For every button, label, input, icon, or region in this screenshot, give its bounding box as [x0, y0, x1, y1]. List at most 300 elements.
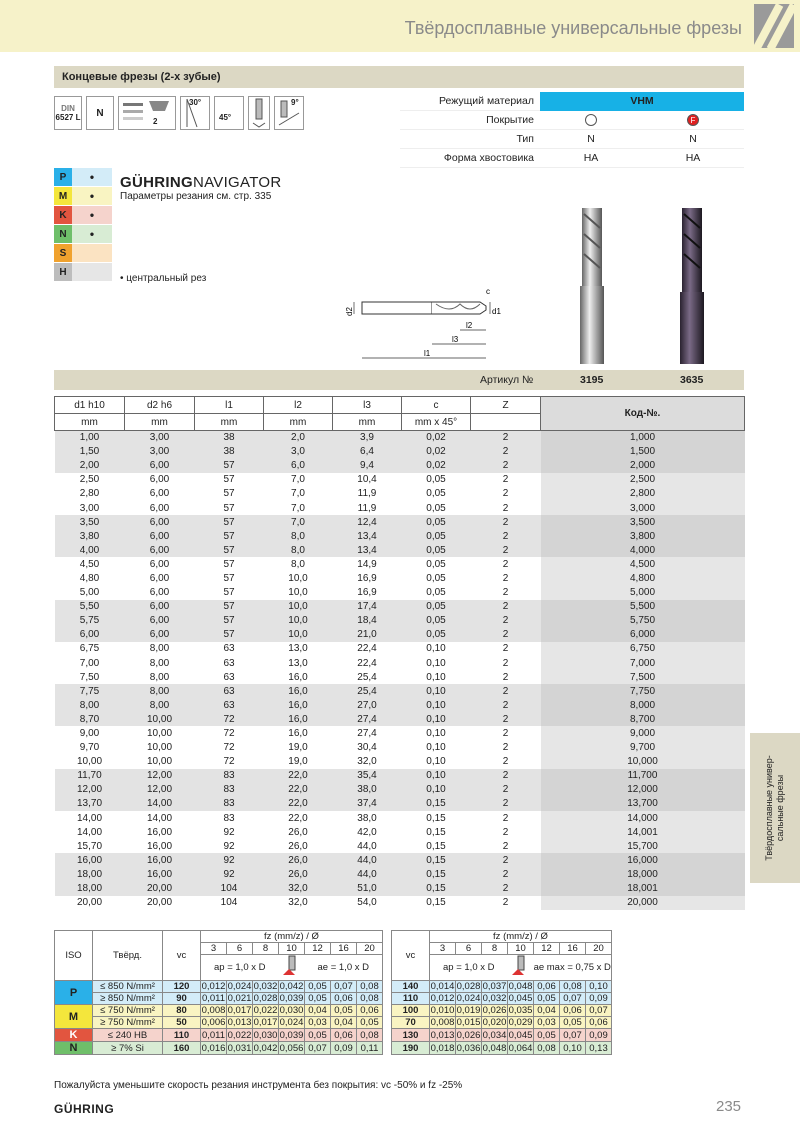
fz-cell: 0,042 [279, 981, 304, 992]
cutting-row [55, 981, 612, 993]
kod-cell: 8,000 [541, 698, 745, 712]
tool-drawing [340, 284, 500, 364]
fz-cell: 0,10 [560, 1042, 586, 1055]
table-cell: 6,00 [55, 628, 125, 642]
table-cell: 6,00 [125, 586, 195, 600]
vc-header: vc [163, 931, 201, 981]
table-cell: 10,0 [264, 586, 333, 600]
table-cell: 19,0 [264, 755, 333, 769]
table-cell: 5,00 [55, 586, 125, 600]
kod-header: Код-№. [541, 397, 745, 431]
table-row [55, 614, 745, 628]
table-cell: 92 [195, 825, 264, 839]
table-cell: 0,10 [402, 698, 471, 712]
table-cell: 4,00 [55, 543, 125, 557]
table-cell: 32,0 [333, 755, 402, 769]
material-dot: • [89, 189, 95, 203]
diameter-header: 8 [482, 943, 508, 955]
table-cell: 2 [471, 543, 541, 557]
table-cell: 10,00 [125, 726, 195, 740]
fz-header: fz (mm/z) / Ø [201, 931, 383, 943]
table-cell: 72 [195, 726, 264, 740]
table-cell: 2,80 [55, 487, 125, 501]
table-row [55, 811, 745, 825]
table-cell: 2 [471, 726, 541, 740]
table-cell: 2 [471, 783, 541, 797]
vc-cell: 110 [392, 993, 430, 1005]
table-cell: 2 [471, 769, 541, 783]
fz-cell: 0,032 [253, 981, 278, 992]
unit-header: mm [125, 414, 195, 431]
material-dot: • [89, 227, 95, 241]
table-cell: 63 [195, 684, 264, 698]
table-cell: 2 [471, 867, 541, 881]
table-cell: 2 [471, 712, 541, 726]
table-cell: 57 [195, 515, 264, 529]
fz-cell: 0,020 [482, 1017, 507, 1028]
dim-l2: l2 [466, 321, 473, 330]
table-cell: 3,00 [55, 501, 125, 515]
table-cell: 92 [195, 867, 264, 881]
fz-cell: 0,014 [430, 981, 455, 992]
fz-cell: 0,10 [586, 981, 612, 993]
table-cell: 1,00 [55, 431, 125, 445]
table-cell: 2 [471, 487, 541, 501]
table-cell: 27,4 [333, 726, 402, 740]
dimensions-table [54, 396, 745, 910]
navigator-subtitle: Параметры резания см. стр. 335 [120, 191, 272, 202]
fz-cell: 0,07 [331, 981, 357, 993]
table-cell: 0,15 [402, 825, 471, 839]
table-cell: 0,15 [402, 797, 471, 811]
fz-cell: 0,09 [331, 1042, 357, 1055]
din-label: DIN [61, 104, 75, 113]
table-cell: 57 [195, 543, 264, 557]
material-row-m [54, 187, 112, 206]
table-cell: 10,0 [264, 628, 333, 642]
column-header: Z [471, 397, 541, 414]
table-cell: 3,9 [333, 431, 402, 445]
table-cell: 38,0 [333, 811, 402, 825]
kod-cell: 15,700 [541, 839, 745, 853]
ae-label: ae max = 0,75 x D [534, 955, 612, 981]
prop-label: Форма хвостовика [443, 152, 534, 164]
table-cell: 38 [195, 431, 264, 445]
prop-label: Режущий материал [439, 95, 534, 107]
table-cell: 27,4 [333, 712, 402, 726]
table-cell: 10,0 [264, 614, 333, 628]
column-header: l3 [333, 397, 402, 414]
table-cell: 20,00 [55, 896, 125, 910]
fz-cell: 0,048 [482, 1042, 507, 1054]
coating-f-label: F [687, 114, 699, 126]
fz-cell: 0,03 [534, 1017, 560, 1029]
table-cell: 14,00 [125, 811, 195, 825]
table-cell: 1,50 [55, 445, 125, 459]
table-cell: 17,4 [333, 600, 402, 614]
table-cell: 7,75 [55, 684, 125, 698]
material-letter: S [54, 244, 72, 262]
spec-icons [54, 96, 304, 130]
material-letter: N [54, 225, 72, 243]
table-cell: 3,80 [55, 529, 125, 543]
table-cell: 3,50 [55, 515, 125, 529]
table-cell: 22,0 [264, 783, 333, 797]
fz-cell: 0,05 [534, 993, 560, 1005]
table-cell: 38 [195, 445, 264, 459]
helix-angle: 30° [189, 98, 202, 107]
vc-cell: 70 [392, 1017, 430, 1029]
table-cell: 10,0 [264, 600, 333, 614]
table-cell: 7,50 [55, 670, 125, 684]
fz-cell: 0,008 [201, 1005, 226, 1016]
table-row [55, 783, 745, 797]
flutes-count: 2 [153, 117, 158, 126]
table-cell: 16,9 [333, 586, 402, 600]
fz-cell: 0,05 [534, 1029, 560, 1042]
table-cell: 6,00 [125, 614, 195, 628]
table-row [55, 515, 745, 529]
table-cell: 2 [471, 614, 541, 628]
kod-cell: 5,750 [541, 614, 745, 628]
table-row [55, 529, 745, 543]
table-cell: 63 [195, 642, 264, 656]
section-title: Концевые фрезы (2-х зубые) [54, 66, 744, 88]
material-letter: P [54, 168, 72, 186]
cutter-icon [508, 955, 534, 981]
table-cell: 8,0 [264, 543, 333, 557]
cutting-row [55, 1042, 612, 1055]
table-cell: 2 [471, 459, 541, 473]
table-cell: 63 [195, 698, 264, 712]
hardness-cell: ≤ 240 HB [93, 1029, 163, 1042]
kod-cell: 9,700 [541, 741, 745, 755]
prop-value: N [587, 133, 595, 145]
helix-icon [180, 96, 210, 130]
vc-cell: 90 [163, 993, 201, 1005]
table-cell: 2,00 [55, 459, 125, 473]
fz-cell: 0,022 [253, 1005, 278, 1016]
table-cell: 7,0 [264, 515, 333, 529]
kod-cell: 2,500 [541, 473, 745, 487]
cutting-row [55, 1017, 612, 1029]
kod-cell: 13,700 [541, 797, 745, 811]
kod-cell: 7,500 [541, 670, 745, 684]
table-cell: 0,05 [402, 501, 471, 515]
table-row [55, 600, 745, 614]
unit-header: mm [195, 414, 264, 431]
kod-cell: 3,000 [541, 501, 745, 515]
table-cell: 2 [471, 853, 541, 867]
gap-cell [383, 931, 392, 1055]
table-cell: 57 [195, 487, 264, 501]
table-cell: 2 [471, 431, 541, 445]
footer-logo: GÜHRING [54, 1102, 115, 1116]
unit-header: mm [55, 414, 125, 431]
page-number: 235 [716, 1098, 742, 1115]
side-tab[interactable] [750, 733, 800, 883]
din-icon [54, 96, 82, 130]
fz-cell: 0,06 [331, 993, 357, 1005]
table-cell: 6,75 [55, 642, 125, 656]
table-cell: 22,0 [264, 811, 333, 825]
table-cell: 10,00 [125, 741, 195, 755]
material-row-s [54, 244, 112, 263]
table-cell: 0,02 [402, 445, 471, 459]
table-cell: 22,0 [264, 797, 333, 811]
fz-cell: 0,028 [456, 981, 481, 992]
fz-cell: 0,039 [279, 1029, 304, 1041]
cutter-icon [279, 955, 305, 981]
material-row-n [54, 225, 112, 244]
chamfer-angle: 45° [219, 113, 232, 122]
table-cell: 0,05 [402, 600, 471, 614]
table-cell: 20,00 [125, 896, 195, 910]
fz-cell: 0,006 [201, 1017, 226, 1028]
cutting-row [55, 993, 612, 1005]
table-cell: 13,0 [264, 642, 333, 656]
table-cell: 7,0 [264, 473, 333, 487]
table-cell: 13,0 [264, 656, 333, 670]
table-row [55, 586, 745, 600]
table-cell: 2 [471, 586, 541, 600]
table-cell: 10,00 [55, 755, 125, 769]
diameter-header: 6 [456, 943, 482, 955]
vc-cell: 110 [163, 1029, 201, 1042]
table-cell: 2 [471, 557, 541, 571]
table-cell: 26,0 [264, 853, 333, 867]
table-cell: 2 [471, 529, 541, 543]
fz-cell: 0,017 [227, 1005, 252, 1016]
fz-cell: 0,05 [305, 981, 331, 993]
table-row [55, 543, 745, 557]
table-cell: 3,00 [125, 445, 195, 459]
table-cell: 4,80 [55, 571, 125, 585]
table-cell: 14,00 [55, 825, 125, 839]
kod-cell: 9,000 [541, 726, 745, 740]
table-cell: 104 [195, 882, 264, 896]
table-cell: 63 [195, 670, 264, 684]
table-cell: 0,10 [402, 656, 471, 670]
fz-cell: 0,06 [586, 1017, 612, 1029]
ramp-angle: 9° [291, 98, 299, 107]
table-cell: 9,00 [55, 726, 125, 740]
diameter-header: 16 [331, 943, 357, 955]
table-cell: 8,00 [125, 670, 195, 684]
table-cell: 6,00 [125, 557, 195, 571]
diameter-header: 3 [201, 943, 227, 955]
dim-l3: l3 [452, 335, 459, 344]
table-row [55, 445, 745, 459]
table-cell: 2 [471, 839, 541, 853]
material-letter: M [54, 187, 72, 205]
table-cell: 83 [195, 811, 264, 825]
fz-cell: 0,017 [253, 1017, 278, 1028]
table-row [55, 825, 745, 839]
fz-cell: 0,06 [534, 981, 560, 993]
kod-cell: 14,001 [541, 825, 745, 839]
cutting-row [55, 1029, 612, 1042]
table-row [55, 755, 745, 769]
table-cell: 0,05 [402, 628, 471, 642]
diameter-header: 6 [227, 943, 253, 955]
table-cell: 16,0 [264, 684, 333, 698]
table-cell: 10,4 [333, 473, 402, 487]
material-row-p [54, 168, 112, 187]
fz-cell: 0,012 [201, 981, 226, 992]
table-cell: 32,0 [264, 882, 333, 896]
table-cell: 2 [471, 825, 541, 839]
kod-cell: 1,500 [541, 445, 745, 459]
table-cell: 63 [195, 656, 264, 670]
article-label: Артикул № [480, 374, 534, 386]
diameter-header: 20 [586, 943, 612, 955]
table-header-row [55, 397, 745, 414]
table-cell: 18,00 [55, 867, 125, 881]
table-cell: 20,00 [125, 882, 195, 896]
table-cell: 27,0 [333, 698, 402, 712]
table-cell: 0,05 [402, 543, 471, 557]
fz-cell: 0,04 [534, 1005, 560, 1017]
table-cell: 16,0 [264, 670, 333, 684]
fz-cell: 0,13 [586, 1042, 612, 1055]
table-cell: 6,00 [125, 529, 195, 543]
table-cell: 9,70 [55, 741, 125, 755]
table-cell: 2 [471, 755, 541, 769]
vc-cell: 160 [163, 1042, 201, 1055]
ap-label: ap = 1,0 x D [430, 955, 508, 981]
fz-cell: 0,015 [456, 1017, 481, 1028]
fz-cell: 0,07 [560, 1029, 586, 1042]
fz-cell: 0,064 [508, 1042, 533, 1054]
dim-l1: l1 [424, 349, 431, 358]
table-row [55, 896, 745, 910]
table-cell: 7,00 [55, 656, 125, 670]
kod-cell: 5,000 [541, 586, 745, 600]
table-cell: 16,0 [264, 698, 333, 712]
table-cell: 54,0 [333, 896, 402, 910]
cutting-note: Пожалуйста уменьшите скорость резания инструмента без покрытия: vc -50% и fz -25% [54, 1080, 463, 1091]
table-cell: 92 [195, 853, 264, 867]
table-row [55, 712, 745, 726]
table-cell: 3,00 [125, 431, 195, 445]
column-header: d2 h6 [125, 397, 195, 414]
table-cell: 7,0 [264, 501, 333, 515]
kod-cell: 12,000 [541, 783, 745, 797]
fz-cell: 0,04 [331, 1017, 357, 1029]
table-row [55, 459, 745, 473]
table-cell: 57 [195, 529, 264, 543]
fz-header: fz (mm/z) / Ø [430, 931, 612, 943]
fz-cell: 0,11 [357, 1042, 383, 1055]
table-cell: 57 [195, 571, 264, 585]
fz-cell: 0,036 [456, 1042, 481, 1054]
table-cell: 14,00 [55, 811, 125, 825]
table-cell: 0,15 [402, 867, 471, 881]
table-cell: 16,0 [264, 726, 333, 740]
column-header: l2 [264, 397, 333, 414]
prop-value: HA [583, 152, 599, 164]
fz-cell: 0,028 [253, 993, 278, 1004]
table-row [55, 670, 745, 684]
fz-cell: 0,05 [305, 1029, 331, 1042]
column-header: c [402, 397, 471, 414]
kod-cell: 5,500 [541, 600, 745, 614]
fz-cell: 0,011 [201, 993, 226, 1004]
navigator-suffix: NAVIGATOR [192, 174, 282, 191]
header-title: Твёрдосплавные универсальные фрезы [404, 18, 742, 38]
table-cell: 11,70 [55, 769, 125, 783]
table-cell: 42,0 [333, 825, 402, 839]
table-cell: 2 [471, 684, 541, 698]
table-cell: 12,00 [125, 783, 195, 797]
vc-cell: 80 [163, 1005, 201, 1017]
fz-cell: 0,032 [482, 993, 507, 1004]
table-row [55, 741, 745, 755]
table-cell: 0,05 [402, 473, 471, 487]
table-cell: 8,0 [264, 529, 333, 543]
prop-row-coating [400, 111, 744, 130]
table-row [55, 431, 745, 445]
table-cell: 83 [195, 769, 264, 783]
fz-cell: 0,08 [534, 1042, 560, 1055]
table-cell: 0,05 [402, 586, 471, 600]
table-cell: 51,0 [333, 882, 402, 896]
navigator-brand: GÜHRING [120, 174, 193, 191]
kod-cell: 7,750 [541, 684, 745, 698]
table-cell: 25,4 [333, 670, 402, 684]
kod-cell: 11,700 [541, 769, 745, 783]
table-cell: 2 [471, 445, 541, 459]
table-cell: 57 [195, 557, 264, 571]
prop-value: HA [685, 152, 701, 164]
table-cell: 44,0 [333, 867, 402, 881]
table-cell: 2 [471, 473, 541, 487]
dim-d1: d1 [492, 307, 501, 316]
prop-row-material [400, 92, 744, 111]
vc-cell: 120 [163, 981, 201, 993]
fz-cell: 0,026 [482, 1005, 507, 1016]
table-cell: 13,70 [55, 797, 125, 811]
table-cell: 72 [195, 741, 264, 755]
table-cell: 2,50 [55, 473, 125, 487]
table-cell: 16,00 [125, 853, 195, 867]
table-cell: 83 [195, 783, 264, 797]
table-cell: 4,50 [55, 557, 125, 571]
table-cell: 8,0 [264, 557, 333, 571]
table-cell: 26,0 [264, 839, 333, 853]
column-header: l1 [195, 397, 264, 414]
unit-header [471, 414, 541, 431]
table-cell: 57 [195, 628, 264, 642]
table-cell: 2 [471, 896, 541, 910]
table-row [55, 473, 745, 487]
fz-cell: 0,07 [305, 1042, 331, 1055]
fz-cell: 0,048 [508, 981, 533, 992]
unit-header: mm x 45° [402, 414, 471, 431]
fz-cell: 0,024 [279, 1017, 304, 1028]
diameter-header: 12 [305, 943, 331, 955]
prop-value: N [689, 133, 697, 145]
fz-cell: 0,06 [357, 1005, 383, 1017]
vc-cell: 190 [392, 1042, 430, 1055]
table-cell: 9,4 [333, 459, 402, 473]
table-row [55, 628, 745, 642]
fz-cell: 0,045 [508, 993, 533, 1004]
table-cell: 6,4 [333, 445, 402, 459]
article-3195: 3195 [580, 374, 604, 386]
coating-none-icon [540, 114, 642, 126]
